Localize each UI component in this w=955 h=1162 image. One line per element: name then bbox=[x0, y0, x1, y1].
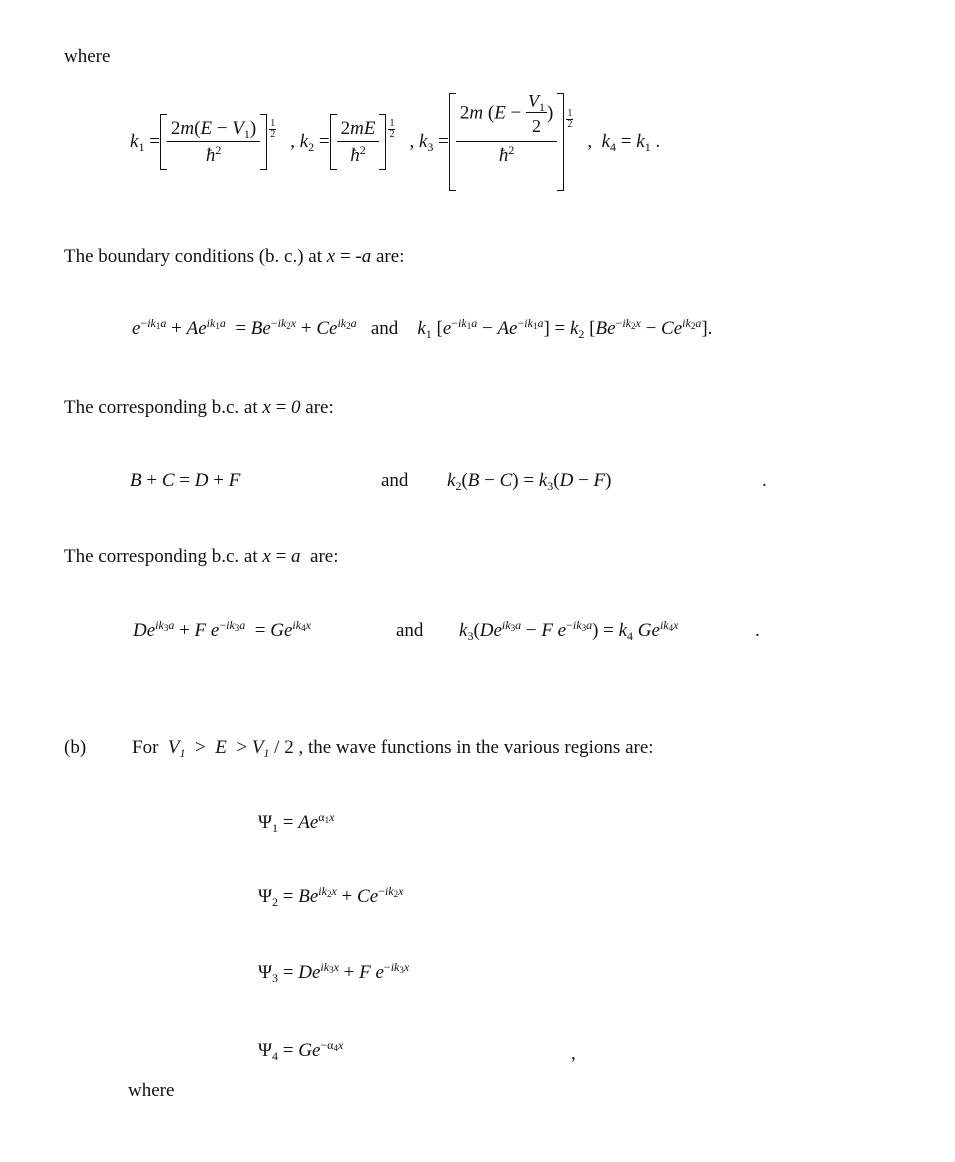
bc3-right: $k_3(De^{ik_3a} - F$ $e^{-ik_3a}) = k_4$ $Ge^{ik_4x}$ bbox=[459, 617, 679, 644]
where-label-2: where bbox=[128, 1080, 175, 1101]
part-b-text: For $V_1 > E > V_1 / 2$ , the wave functions in the various regions are: bbox=[132, 737, 654, 761]
where-label: where bbox=[64, 46, 111, 67]
bc2-left: B + C = D + F bbox=[130, 470, 241, 491]
comma-1: , bbox=[571, 1043, 576, 1064]
bc1-equations: $e^{-ik_1a} + Ae^{ik_1a} = Be^{-ik_2x} + Ce^{ik_2a}$ and $k_1$ $[e^{-ik_1a} - Ae^{-ik_1a}] = k_2$ $[Be^{-ik_2x} - Ce^{ik_2a}]$. bbox=[132, 315, 713, 342]
bc-zero-heading: The corresponding b.c. at x = 0 are: bbox=[64, 397, 334, 418]
period-2: . bbox=[755, 620, 760, 641]
and-connector-1: and bbox=[370, 318, 399, 339]
k-definitions: $k_1$ = $\frac{2m(E - V_1)}{ħ^2}$ 1 2 , $k_2$ = $\frac{2mE}{ħ^2}$ 1 2 , $k_3$ = 2m (E − $\frac{V_1}{2}$ ) $ħ^2$ 1 2 , $k_4$ = $k_1$ . bbox=[130, 90, 660, 194]
and-connector-3: and bbox=[396, 620, 424, 641]
bc2-right: $k_2(B - C) = k_3(D - F)$ bbox=[447, 470, 612, 494]
bc-pos-a-heading: The corresponding b.c. at x = a are: bbox=[64, 546, 339, 567]
psi-3: $\Psi_3 = De^{ik_3x} + F$ $e^{-ik_3x}$ bbox=[258, 959, 410, 986]
psi-2: $\Psi_2 = Be^{ik_2x} + Ce^{-ik_2x}$ bbox=[258, 883, 404, 910]
psi-4: $\Psi_4 = Ge^{-\alpha_4x}$ bbox=[258, 1037, 344, 1064]
period-1: . bbox=[762, 470, 767, 491]
psi-1: $\Psi_1 = Ae^{\alpha_1x}$ bbox=[258, 809, 335, 836]
part-b-label: (b) bbox=[64, 737, 87, 758]
bc3-left: $De^{ik_3a} + F$ $e^{-ik_3a} = Ge^{ik_4x}$ bbox=[133, 617, 311, 641]
and-connector-2: and bbox=[381, 470, 409, 491]
bc-neg-a-heading: The boundary conditions (b. c.) at x = -a are: bbox=[64, 246, 405, 267]
